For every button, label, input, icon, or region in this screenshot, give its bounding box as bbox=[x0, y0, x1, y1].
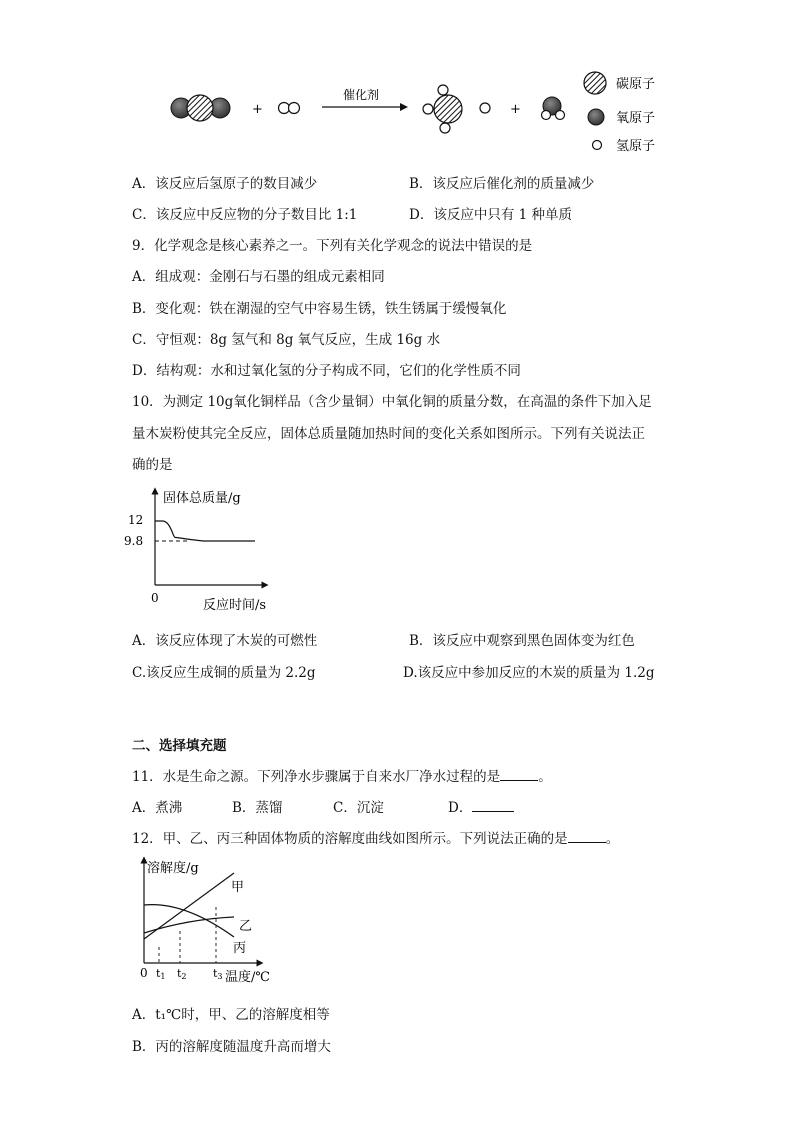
oxygen-atom-icon bbox=[588, 109, 604, 125]
q8-option-b: B．该反应后催化剂的质量减少 bbox=[409, 176, 595, 192]
q12-option-b: B．丙的溶解度随温度升高而增大 bbox=[132, 1039, 331, 1055]
x-axis-label: 温度/℃ bbox=[225, 970, 270, 985]
series-label-3: 丙 bbox=[233, 941, 247, 956]
legend-oxygen: 氧原子 bbox=[616, 111, 656, 126]
reaction-arrow bbox=[322, 103, 408, 111]
q9-option-a: A．组成观：金刚石与石墨的组成元素相同 bbox=[132, 269, 385, 285]
q11-option-d bbox=[448, 796, 514, 816]
series-label-2: 乙 bbox=[239, 919, 253, 934]
solubility-chart bbox=[132, 855, 292, 990]
plus-sign: + bbox=[252, 102, 263, 117]
product-ch4-molecule bbox=[423, 85, 490, 133]
q11-option-d-label: D． bbox=[448, 800, 473, 816]
q8-option-d: D．该反应中只有 1 种单质 bbox=[409, 207, 572, 223]
carbon-atom-icon bbox=[584, 72, 606, 94]
atom-legend bbox=[584, 72, 655, 154]
q8-option-c: C．该反应中反应物的分子数目比 1:1 bbox=[132, 207, 358, 223]
origin-label: 0 bbox=[140, 966, 148, 980]
legend-carbon: 碳原子 bbox=[616, 77, 656, 92]
reactant-co2-molecule bbox=[171, 95, 230, 121]
q12-stem-text: 12．甲、乙、丙三种固体物质的溶解度曲线如图所示。下列说法正确的是 bbox=[132, 831, 568, 847]
y-tick-9.8: 9.8 bbox=[124, 534, 144, 548]
q10-option-d: D.该反应中参加反应的木炭的质量为 1.2g bbox=[403, 665, 655, 681]
answer-blank[interactable] bbox=[500, 767, 538, 781]
q9-stem: 9．化学观念是核心素养之一。下列有关化学观念的说法中错误的是 bbox=[132, 238, 533, 254]
x-axis-label: 反应时间/s bbox=[203, 598, 267, 613]
q11-stem-text: 11．水是生命之源。下列净水步骤属于自来水厂净水过程的是 bbox=[132, 769, 501, 785]
q9-option-c: C．守恒观：8g 氢气和 8g 氧气反应，生成 16g 水 bbox=[132, 332, 441, 348]
q10-stem-line2: 量木炭粉使其完全反应，固体总质量随加热时间的变化关系如图所示。下列有关说法正 bbox=[132, 426, 645, 442]
q11-stem bbox=[132, 765, 552, 785]
y-tick-12: 12 bbox=[128, 513, 144, 527]
series-line bbox=[155, 521, 255, 541]
q12-stem bbox=[132, 827, 619, 847]
reaction-diagram bbox=[160, 66, 680, 158]
series-line-2 bbox=[144, 917, 234, 933]
q10-option-a: A．该反应体现了木炭的可燃性 bbox=[132, 633, 318, 649]
q11-option-c: C．沉淀 bbox=[333, 800, 384, 816]
answer-blank[interactable] bbox=[568, 829, 606, 843]
section-title: 二、选择填充题 bbox=[132, 738, 227, 754]
q11-stem-end: 。 bbox=[538, 769, 552, 785]
catalyst-label: 催化剂 bbox=[343, 88, 380, 102]
reactant-h2-molecule bbox=[279, 103, 300, 114]
q12-stem-end: 。 bbox=[605, 831, 620, 847]
x-tick-t2: t2 bbox=[177, 967, 187, 981]
q9-option-b: B．变化观：铁在潮湿的空气中容易生锈，铁生锈属于缓慢氧化 bbox=[132, 301, 507, 317]
q11-option-a: A．煮沸 bbox=[132, 800, 183, 816]
x-tick-t1: t1 bbox=[156, 967, 166, 981]
q10-option-c: C.该反应生成铜的质量为 2.2g bbox=[132, 665, 316, 681]
y-axis-label: 溶解度/g bbox=[147, 861, 199, 876]
q10-stem-line3: 确的是 bbox=[132, 457, 173, 473]
origin-label: 0 bbox=[151, 591, 159, 605]
hydrogen-atom-icon bbox=[593, 141, 602, 150]
x-tick-t3: t3 bbox=[213, 967, 223, 981]
answer-blank[interactable] bbox=[472, 798, 514, 812]
product-h2o-molecule bbox=[542, 97, 565, 120]
y-axis-label: 固体总质量/g bbox=[163, 491, 241, 506]
q12-option-a: A．t₁℃时，甲、乙的溶解度相等 bbox=[132, 1007, 330, 1023]
mass-time-chart bbox=[124, 485, 300, 615]
q10-option-b: B．该反应中观察到黑色固体变为红色 bbox=[409, 633, 635, 649]
series-line-3 bbox=[144, 905, 234, 937]
q9-option-d: D．结构观：水和过氧化氢的分子构成不同，它们的化学性质不同 bbox=[132, 363, 521, 379]
q11-option-b: B．蒸馏 bbox=[232, 800, 283, 816]
q8-option-a: A．该反应后氢原子的数目减少 bbox=[132, 176, 318, 192]
q10-stem-line1: 10．为测定 10g氧化铜样品（含少量铜）中氧化铜的质量分数，在高温的条件下加入足 bbox=[132, 394, 652, 410]
plus-sign: + bbox=[510, 102, 521, 117]
series-label-1: 甲 bbox=[231, 880, 245, 895]
legend-hydrogen: 氢原子 bbox=[616, 139, 656, 154]
